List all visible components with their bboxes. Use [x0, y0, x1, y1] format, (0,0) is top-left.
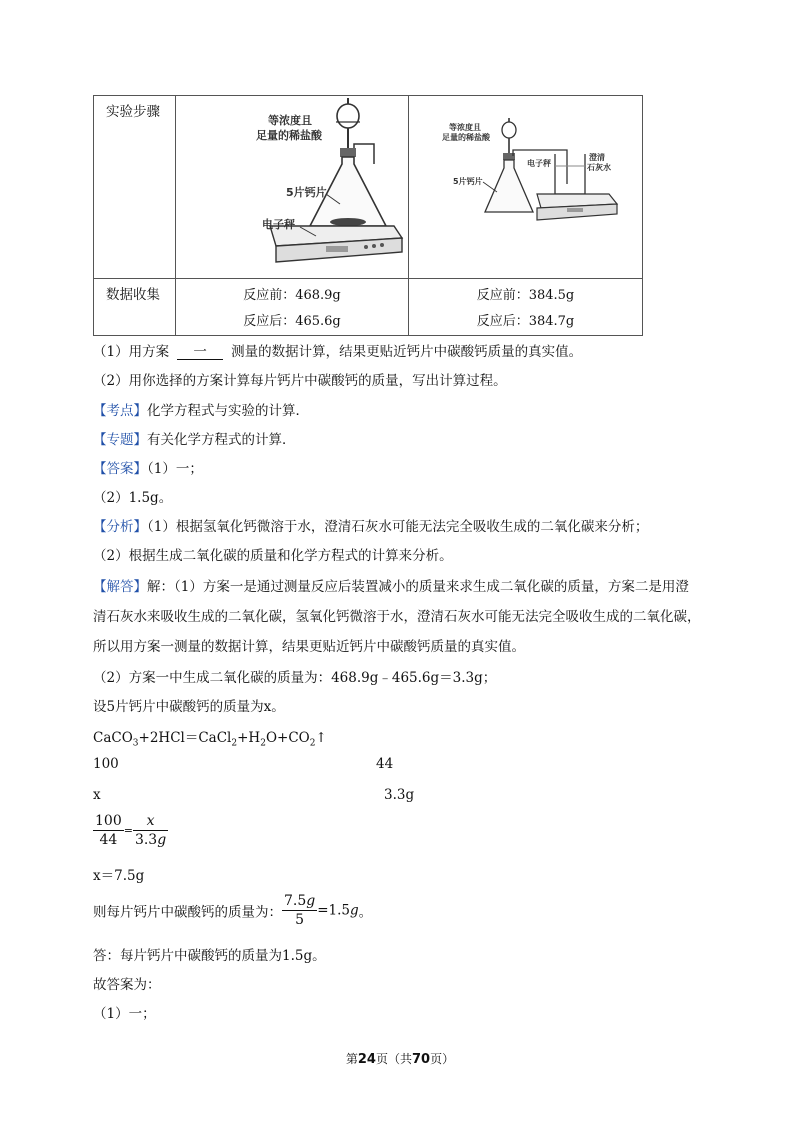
daan-line: 【答案】（1）一；: [93, 461, 203, 477]
kaodian-tag: 【考点】: [93, 403, 147, 419]
jieda-tag: 【解答】: [93, 579, 147, 595]
row-label-steps: 实验步骤: [94, 96, 176, 279]
label-lime-line2: 石灰水: [587, 163, 611, 172]
page-total: 70: [412, 1052, 431, 1067]
final-answer-1: （1）一；: [93, 1006, 156, 1022]
label-tablets-b: 5片钙片: [453, 177, 483, 186]
data-b-after: 反应后：384.7g: [476, 314, 575, 329]
per-tablet-mass: 则每片钙片中碳酸钙的质量为： $\frac{7.5g}{5}$ =1.5g。: [93, 893, 373, 928]
apparatus-diagram-b: [409, 96, 642, 278]
zhuanti-tag: 【专题】: [93, 432, 147, 448]
fenxi-tag: 【分析】: [93, 519, 147, 535]
chemical-equation: $CaCO_3+2HCl=CaCl_2+H_2O+CO_2↑$: [93, 730, 327, 749]
fraction-left: $\frac{100}{44}$: [95, 813, 122, 848]
question-2: （2）用你选择的方案计算每片钙片中碳酸钙的质量，写出计算过程。: [93, 373, 507, 389]
fenxi-line: 【分析】（1）根据氢氧化钙微溶于水，澄清石灰水可能无法完全吸收生成的二氧化碳来分析；: [93, 519, 649, 535]
row-label-data: 数据收集: [94, 279, 176, 336]
page-number: 24: [357, 1052, 376, 1067]
zhuanti-line: 【专题】有关化学方程式的计算．: [93, 432, 296, 448]
proportion-equation: $\frac{100}{44}$ = $\frac{x}{3.3g}$: [95, 813, 167, 848]
figure-cell-a: [176, 96, 409, 279]
fraction-per-tablet: $\frac{7.5g}{5}$: [284, 893, 316, 928]
calc-line-2: 设5片钙片中碳酸钙的质量为x。: [93, 699, 285, 715]
data-a-after: 反应后：465.6g: [243, 314, 341, 329]
data-cell-b: [409, 279, 643, 336]
label-acid-line2-b: 足量的稀盐酸: [442, 133, 490, 142]
table-row: [94, 96, 643, 279]
label-scale: 电子秤: [262, 218, 295, 231]
daan-line-2: （2）1.5g。: [93, 490, 173, 506]
answer-blank: 一: [177, 345, 223, 360]
answer-line: 答：每片钙片中碳酸钙的质量为1.5g。: [93, 948, 326, 964]
experiment-table: [93, 95, 643, 336]
label-acid-line1: 等浓度且: [268, 114, 312, 127]
ratio-row-2-left: x: [93, 787, 101, 803]
jieda-line: 【解答】解：（1）方案一是通过测量反应后装置减小的质量来求生成二氧化碳的质量，方案二是用澄: [93, 579, 689, 595]
label-scale-b: 电子秤: [527, 159, 551, 168]
label-lime-line1: 澄清: [589, 153, 605, 162]
data-a-before: 反应前：468.9g: [243, 288, 341, 303]
question-1: （1）用方案 一 测量的数据计算，结果更贴近钙片中碳酸钙质量的真实值。: [93, 344, 583, 360]
fenxi-line-2: （2）根据生成二氧化碳的质量和化学方程式的计算来分析。: [93, 548, 453, 564]
data-b-before: 反应前：384.5g: [476, 288, 575, 303]
label-acid-line1-b: 等浓度且: [449, 123, 481, 132]
calc-line-1: （2）方案一中生成二氧化碳的质量为：468.9g﹣465.6g＝3.3g；: [93, 670, 497, 686]
jieda-line-2: 清石灰水来吸收生成的二氧化碳，氢氧化钙微溶于水，澄清石灰水可能无法完全吸收生成的二氧化碳，: [93, 609, 701, 625]
so-answer-line: 故答案为：: [93, 977, 161, 993]
table-row: [94, 279, 643, 336]
label-tablets: 5片钙片: [286, 186, 327, 199]
result-x: x＝7.5g: [93, 868, 145, 884]
figure-cell-b: [409, 96, 643, 279]
jieda-line-3: 所以用方案一测量的数据计算，结果更贴近钙片中碳酸钙质量的真实值。: [93, 639, 525, 655]
apparatus-diagram-a: [176, 96, 408, 278]
fraction-right: $\frac{x}{3.3g}$: [134, 813, 167, 848]
kaodian-line: 【考点】化学方程式与实验的计算．: [93, 403, 309, 419]
label-acid-line2: 足量的稀盐酸: [256, 129, 322, 142]
daan-tag: 【答案】: [93, 461, 147, 477]
page-footer: 第24页（共70页）: [345, 1052, 455, 1067]
ratio-row-1-right: 44: [376, 756, 394, 772]
ratio-row-2-right: 3.3g: [384, 787, 415, 803]
ratio-row-1-left: 100: [93, 756, 119, 772]
data-cell-a: [176, 279, 409, 336]
